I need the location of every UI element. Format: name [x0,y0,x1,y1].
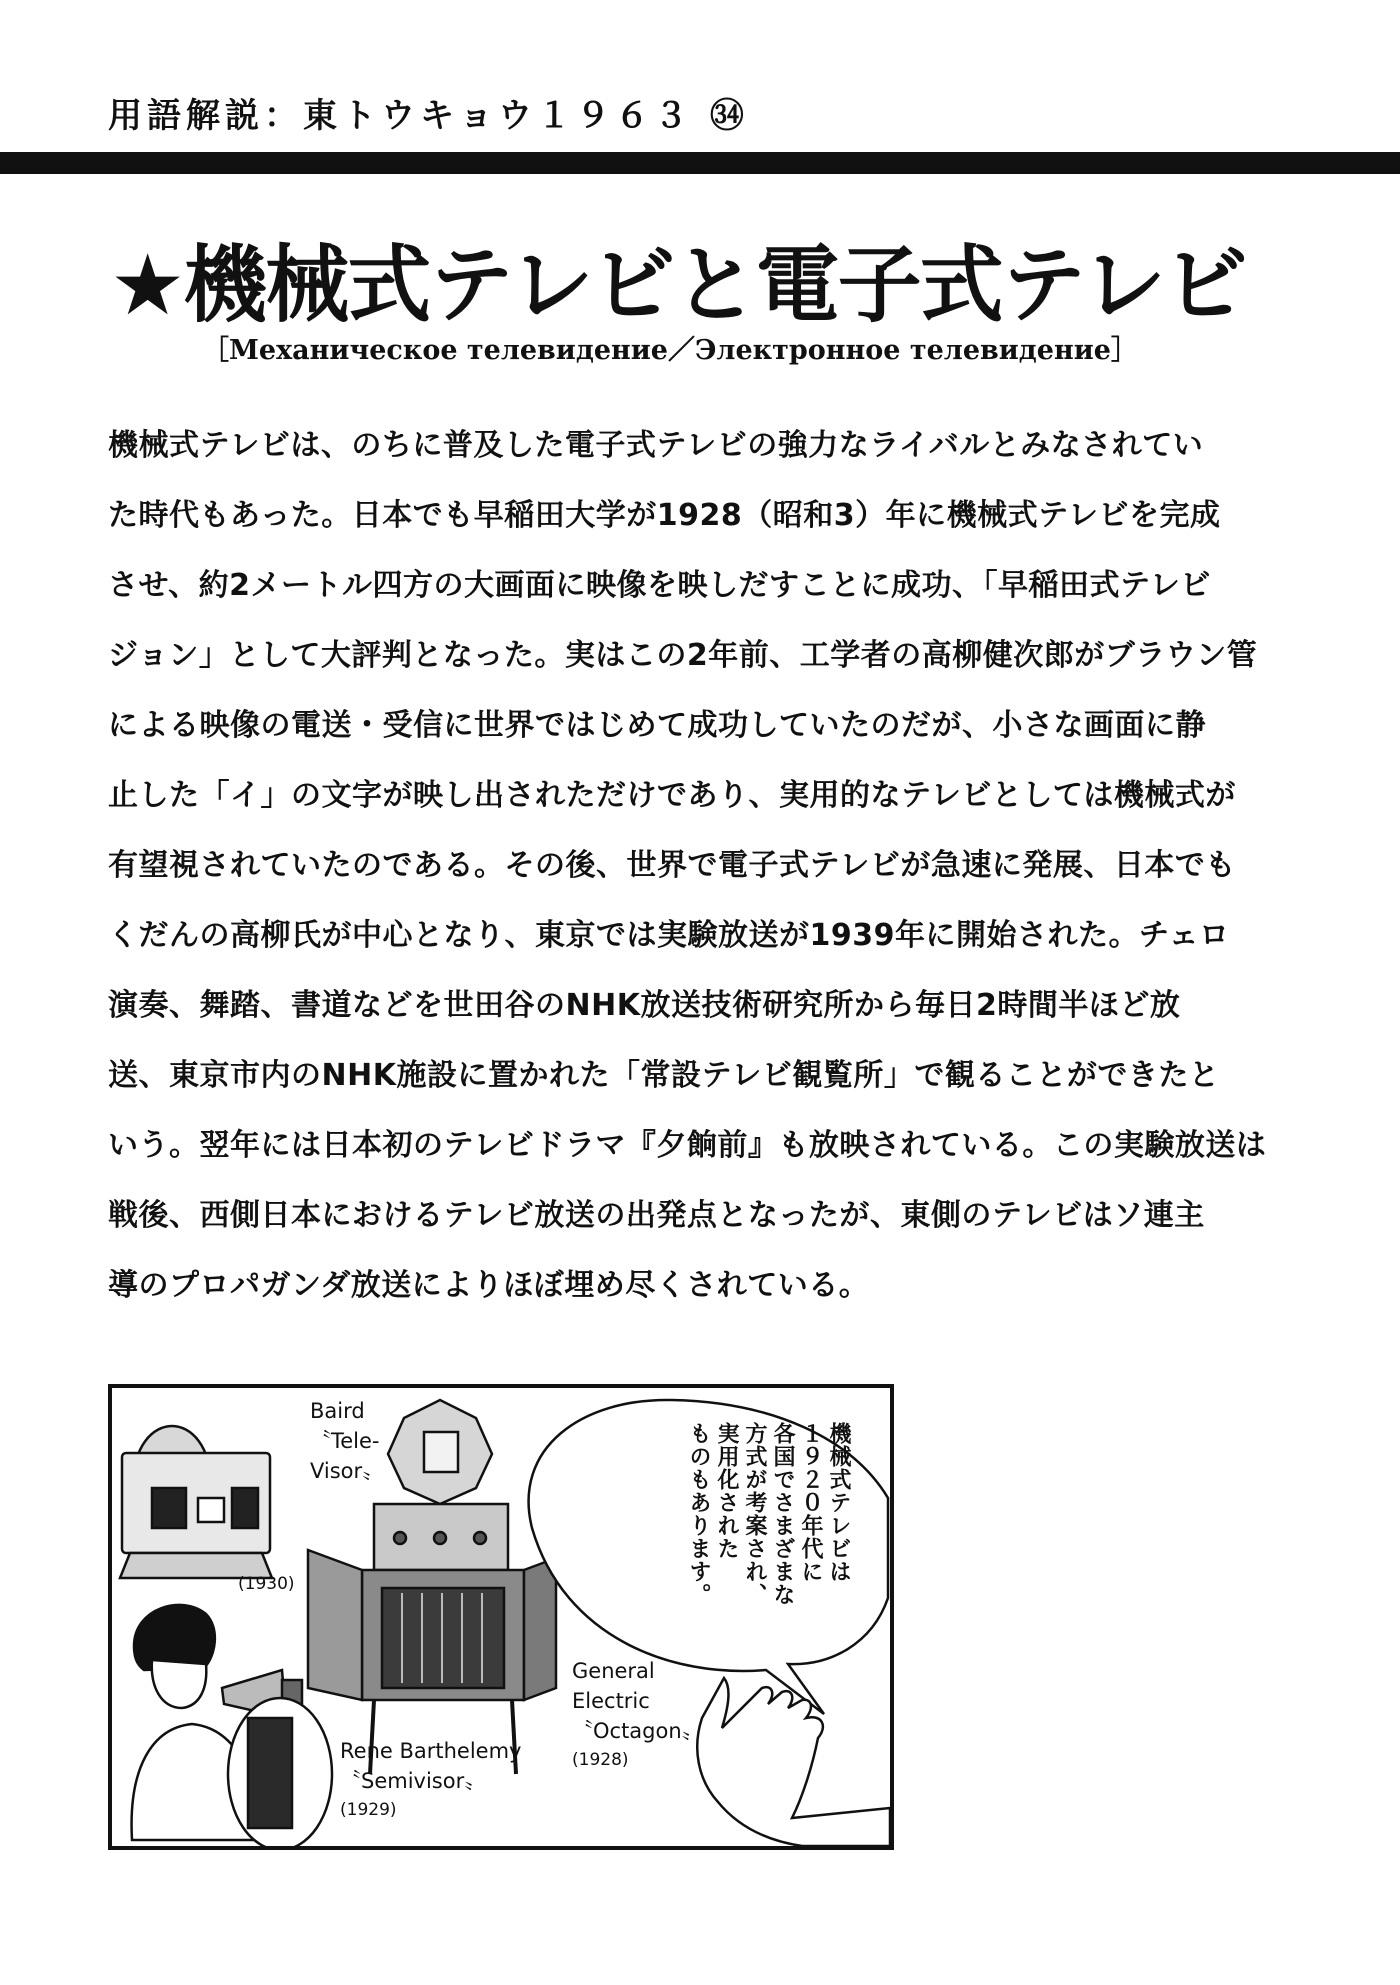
illustration-panel [108,1384,894,1850]
article-subtitle: ［Механическое телевидение／Электронное телевидение］ [202,335,1138,366]
body-line: いう。翌年には日本初のテレビドラマ『夕餉前』も放映されている。この実験放送は [108,1128,1267,1163]
baird-name-label: Baird [310,1399,365,1423]
body-line: 送、東京市内のNHK施設に置かれた「常設テレビ観覧所」で観ることができたと [108,1058,1220,1093]
bubble-text-line: 各国でさまざまな [770,1422,795,1606]
body-line: ジョン」として大評判となった。実はこの2年前、工学者の高柳健次郎がブラウン管 [108,638,1258,673]
baird-model-label-line2: Visor〟 [310,1459,384,1483]
body-line: 戦後、西側日本におけるテレビ放送の出発点となったが、東側のテレビはソ連主 [108,1198,1205,1233]
body-line: た時代もあった。日本でも早稲田大学が1928（昭和3）年に機械式テレビを完成 [108,498,1221,533]
baird-year-label: (1930) [238,1574,295,1594]
bubble-text-line: 実用化された [714,1422,739,1560]
body-line: 導のプロパガンダ放送によりほぼ埋め尽くされている。 [108,1268,870,1303]
hand-drawing [697,1678,890,1846]
baird-televisor-drawing [120,1426,272,1578]
rene-semivisor-drawing [132,1605,332,1846]
body-line: による映像の電送・受信に世界ではじめて成功していたのだが、小さな画面に静 [108,708,1206,743]
article-title: ★機械式テレビと電子式テレビ [110,236,1246,334]
header-rule [0,152,1400,174]
bubble-text-line: 機械式テレビは [826,1422,851,1583]
rene-model-label: 〝Semivisor〟 [340,1769,486,1793]
rene-year-label: (1929) [340,1800,397,1820]
ge-model-label: 〝Octagon〟 [572,1719,703,1743]
body-line: させ、約2メートル四方の大画面に映像を映しだすことに成功、「早稲田式テレビ [108,568,1211,603]
bubble-text-line: 方式が考案され、 [742,1422,767,1606]
bubble-text-line: ものもあります。 [686,1422,711,1606]
rene-name-label: Rene Barthelemy [340,1739,522,1763]
body-line: 機械式テレビは、のちに普及した電子式テレビの強力なライバルとみなされてい [108,428,1204,463]
ge-year-label: (1928) [572,1750,629,1770]
ge-name-label-line2: Electric [572,1689,650,1713]
body-line: 有望視されていたのである。その後、世界で電子式テレビが急速に発展、日本でも [108,848,1236,883]
page-header-title: 用語解説：東トウキョウ１９６３ ㉞ [108,96,749,136]
baird-model-label-line1: 〝Tele- [310,1429,380,1453]
body-line: 演奏、舞踏、書道などを世田谷のNHK放送技術研究所から毎日2時間半ほど放 [108,988,1181,1023]
body-line: 止した「イ」の文字が映し出されただけであり、実用的なテレビとしては機械式が [108,778,1236,813]
body-line: くだんの高柳氏が中心となり、東京では実験放送が1939年に開始された。チェロ [108,918,1230,953]
bubble-text-line: １９２０年代に [798,1422,823,1583]
ge-name-label-line1: General [572,1659,655,1683]
